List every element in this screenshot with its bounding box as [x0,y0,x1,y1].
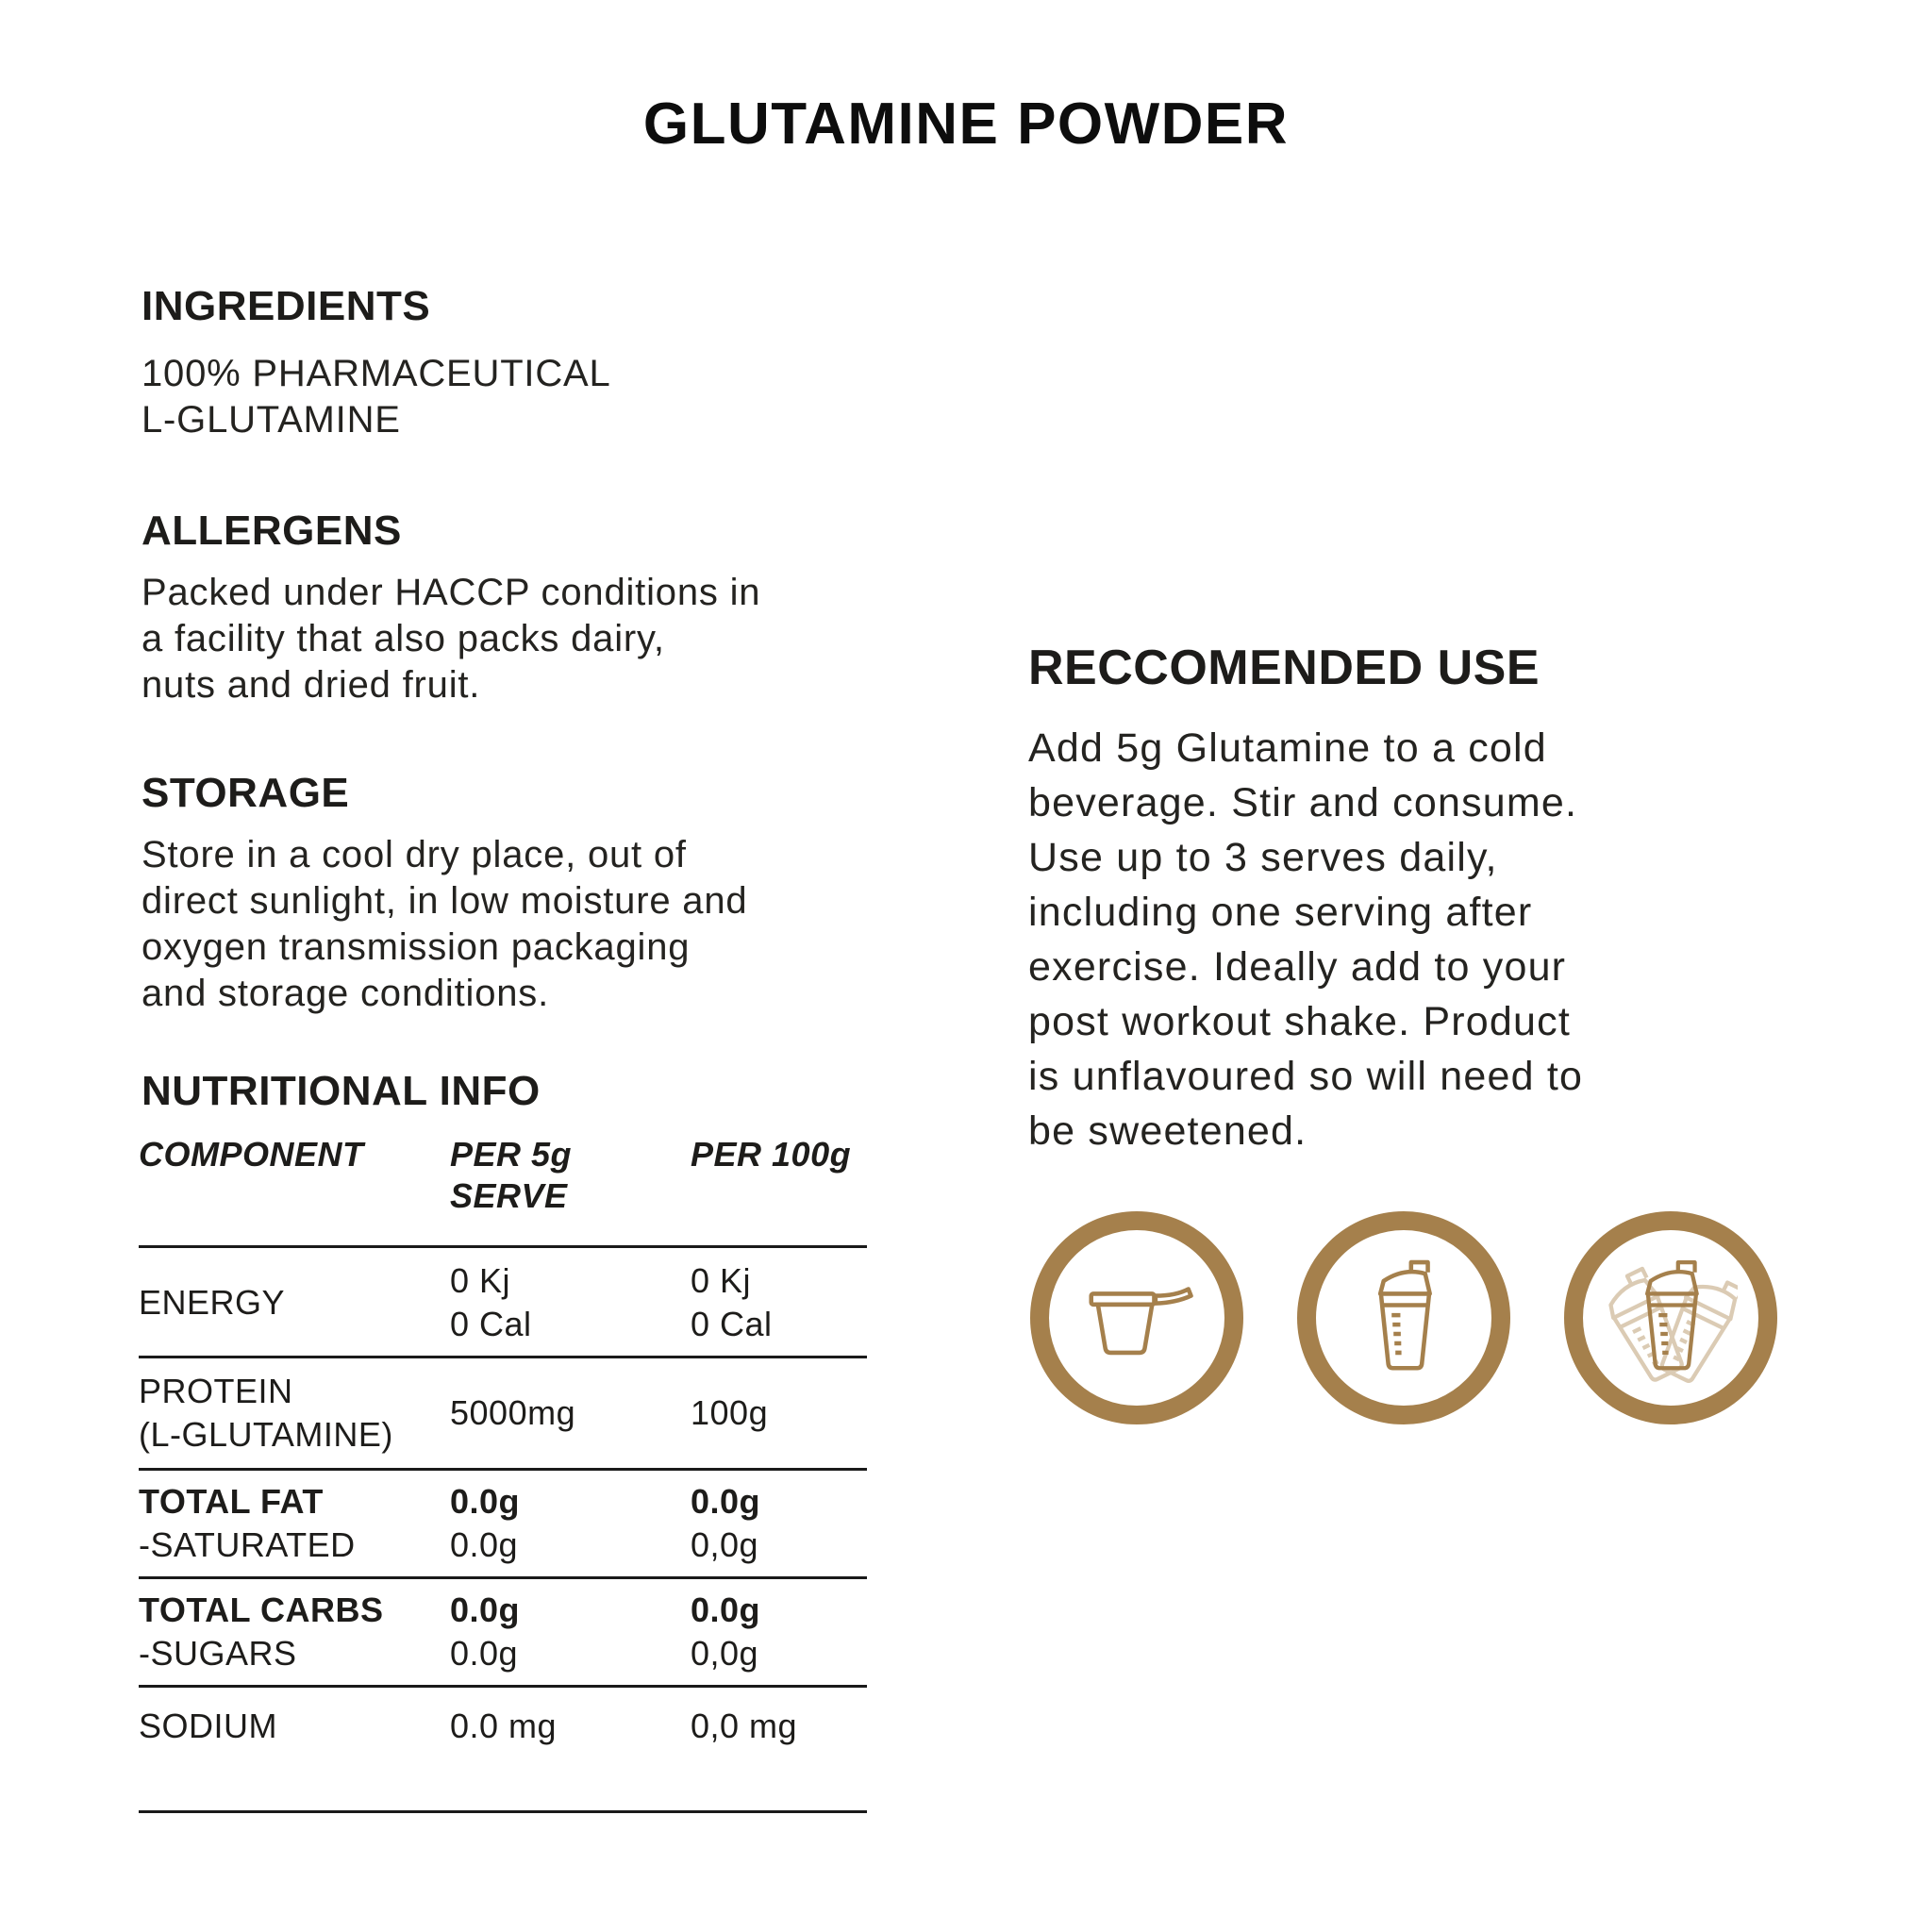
nutrition-table [139,1130,867,1813]
value-per-5g: 5000mg [450,1393,576,1432]
storage-line: direct sunlight, in low moisture and [142,880,748,922]
ingredients-heading: INGREDIENTS [142,283,431,329]
recommended-use-line: be sweetened. [1028,1108,1307,1154]
recommended-use-line: post workout shake. Product [1028,999,1571,1044]
value-per-100g: 0,0 mg [691,1707,798,1745]
table-row-protein [139,1356,867,1468]
recommended-use-line: is unflavoured so will need to [1028,1054,1584,1099]
row-label: TOTAL CARBS -SUGARS [139,1591,384,1673]
row-label: ENERGY [139,1283,286,1322]
column-header-component: COMPONENT [139,1135,364,1174]
shake-motion-icon [1564,1211,1777,1424]
recommended-use-line: Add 5g Glutamine to a cold [1028,725,1547,771]
recommended-use-body [1028,721,1583,1158]
ingredients-line: L-GLUTAMINE [142,399,401,441]
allergens-heading: ALLERGENS [142,508,402,554]
column-header-per-5g-serve: PER 5g SERVE [450,1135,573,1215]
table-row-sodium [139,1685,867,1810]
recommended-use-line: exercise. Ideally add to your [1028,944,1567,990]
table-row-total-fat [139,1468,867,1576]
storage-body [142,832,747,1017]
usage-icons-row [1030,1211,1777,1424]
allergens-line: nuts and dried fruit. [142,664,481,706]
storage-heading: STORAGE [142,770,350,816]
nutritional-info-heading: NUTRITIONAL INFO [142,1068,541,1114]
allergens-body [142,570,760,708]
recommended-use-line: including one serving after [1028,890,1533,935]
value-per-5g: 0.0g 0.0g [450,1482,521,1564]
scoop-icon [1030,1211,1243,1424]
storage-line: oxygen transmission packaging [142,926,691,968]
column-header-per-100g: PER 100g [691,1135,852,1174]
allergens-line: a facility that also packs dairy, [142,618,665,659]
table-header-row [139,1130,867,1245]
ingredients-body [142,351,611,443]
row-label: PROTEIN (L-GLUTAMINE) [139,1372,393,1454]
value-per-100g: 0 Kj 0 Cal [691,1261,773,1343]
recommended-use-line: beverage. Stir and consume. [1028,780,1578,825]
row-label: SODIUM [139,1707,277,1745]
recommended-use-line: Use up to 3 serves daily, [1028,835,1498,880]
recommended-use-heading: RECCOMENDED USE [1028,641,1540,695]
value-per-5g: 0.0g 0.0g [450,1591,521,1673]
row-label: TOTAL FAT -SATURATED [139,1482,356,1564]
value-per-5g: 0.0 mg [450,1707,558,1745]
value-per-100g: 0.0g 0,0g [691,1482,761,1564]
shaker-icon [1297,1211,1510,1424]
value-per-100g: 100g [691,1393,769,1432]
storage-line: and storage conditions. [142,973,550,1014]
ingredients-line: 100% PHARMACEUTICAL [142,353,611,394]
table-row-energy [139,1245,867,1356]
value-per-5g: 0 Kj 0 Cal [450,1261,532,1343]
storage-line: Store in a cool dry place, out of [142,834,687,875]
value-per-100g: 0.0g 0,0g [691,1591,761,1673]
table-row-total-carbs [139,1576,867,1685]
page-title: GLUTAMINE POWDER [642,92,1290,157]
allergens-line: Packed under HACCP conditions in [142,572,761,613]
